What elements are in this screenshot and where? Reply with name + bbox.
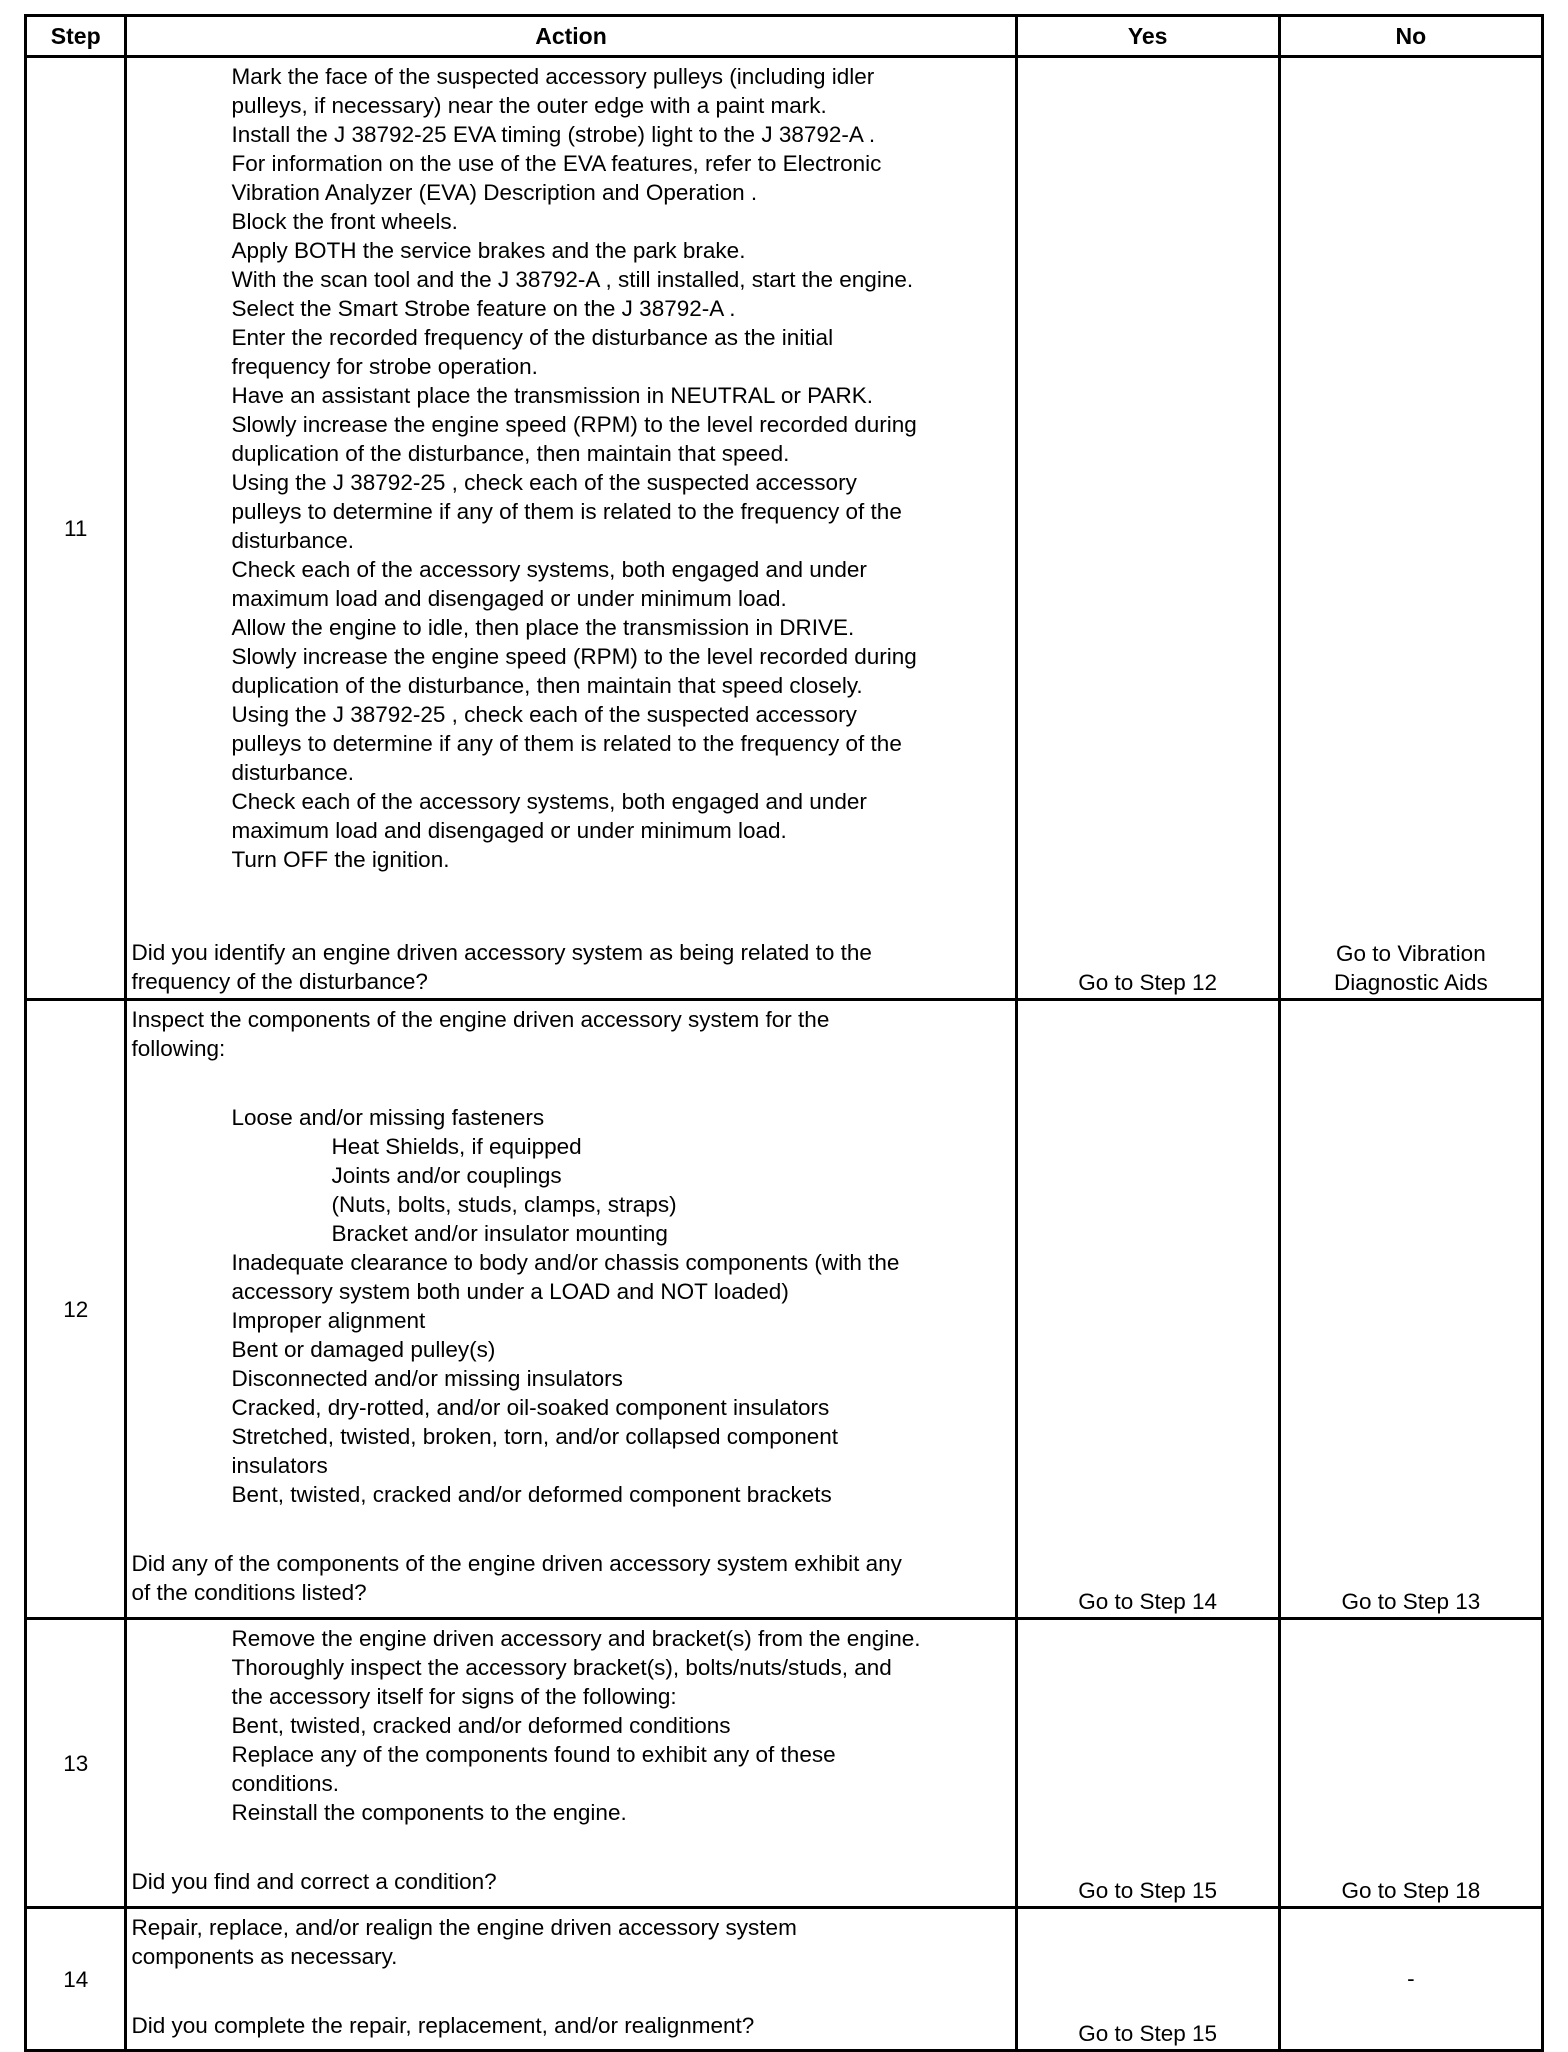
action-line: Using the J 38792-25 , check each of the suspected accessory <box>231 470 857 495</box>
check-item: Disconnected and/or missing insulators <box>231 1366 623 1391</box>
action-line: Check each of the accessory systems, both engaged and under <box>231 789 867 814</box>
no-link-line[interactable]: Go to Vibration <box>1336 941 1486 966</box>
action-line: Vibration Analyzer (EVA) Description and Operation . <box>231 180 758 205</box>
yes-cell <box>1016 1619 1279 1908</box>
check-item: Inadequate clearance to body and/or chassis components (with the <box>231 1250 900 1275</box>
header-action: Action <box>126 16 1016 57</box>
action-cell <box>126 1908 1016 2051</box>
action-line: Check each of the accessory systems, both engaged and under <box>231 557 867 582</box>
no-cell <box>1279 1908 1542 2051</box>
table-row-step-13 <box>26 1619 1543 1908</box>
check-item: accessory system both under a LOAD and NOT loaded) <box>231 1279 789 1304</box>
check-subitem: Bracket and/or insulator mounting <box>331 1221 668 1246</box>
check-item: Loose and/or missing fasteners <box>231 1105 545 1130</box>
action-line: Bent, twisted, cracked and/or deformed conditions <box>231 1713 731 1738</box>
table-row-step-14 <box>26 1908 1543 2051</box>
action-line: frequency for strobe operation. <box>231 354 538 379</box>
action-line: Using the J 38792-25 , check each of the suspected accessory <box>231 702 857 727</box>
action-line: disturbance. <box>231 528 355 553</box>
no-link[interactable]: Go to Step 18 <box>1341 1878 1481 1903</box>
action-line: pulleys, if necessary) near the outer edge with a paint mark. <box>231 93 827 118</box>
question-line: Did any of the components of the engine driven accessory system exhibit any <box>131 1551 902 1576</box>
action-line: Enter the recorded frequency of the disturbance as the initial <box>231 325 834 350</box>
check-item: Bent, twisted, cracked and/or deformed component brackets <box>231 1482 832 1507</box>
action-line: Select the Smart Strobe feature on the J 38792-A . <box>231 296 736 321</box>
action-cell <box>126 1000 1016 1619</box>
header-no: No <box>1279 16 1542 57</box>
intro-line: following: <box>131 1036 226 1061</box>
step-number: 14 <box>26 1908 126 2051</box>
question-line: Did you find and correct a condition? <box>131 1869 497 1894</box>
check-item: Improper alignment <box>231 1308 426 1333</box>
check-subitem: (Nuts, bolts, studs, clamps, straps) <box>331 1192 677 1217</box>
action-line: Block the front wheels. <box>231 209 458 234</box>
action-line: Replace any of the components found to exhibit any of these <box>231 1742 836 1767</box>
action-line: Mark the face of the suspected accessory pulleys (including idler <box>231 64 875 89</box>
action-line: duplication of the disturbance, then maintain that speed. <box>231 441 790 466</box>
action-line: pulleys to determine if any of them is related to the frequency of the <box>231 499 902 524</box>
action-line: Allow the engine to idle, then place the transmission in DRIVE. <box>231 615 855 640</box>
question-line: Did you complete the repair, replacement, and/or realignment? <box>131 2013 755 2038</box>
step-number: 12 <box>26 1000 126 1619</box>
no-dash: - <box>1407 1966 1415 1991</box>
action-line: Turn OFF the ignition. <box>231 847 450 872</box>
action-line: conditions. <box>231 1771 340 1796</box>
check-item: insulators <box>231 1453 328 1478</box>
check-item: Cracked, dry-rotted, and/or oil-soaked component insulators <box>231 1395 830 1420</box>
check-item: Bent or damaged pulley(s) <box>231 1337 496 1362</box>
step-number: 13 <box>26 1619 126 1908</box>
intro-line: components as necessary. <box>131 1944 398 1969</box>
check-subitem: Heat Shields, if equipped <box>331 1134 582 1159</box>
header-step: Step <box>26 16 126 57</box>
no-cell <box>1279 1619 1542 1908</box>
action-line: duplication of the disturbance, then maintain that speed closely. <box>231 673 863 698</box>
intro-line: Inspect the components of the engine driven accessory system for the <box>131 1007 830 1032</box>
action-line: pulleys to determine if any of them is related to the frequency of the <box>231 731 902 756</box>
question-line: frequency of the disturbance? <box>131 969 428 994</box>
action-line: For information on the use of the EVA features, refer to Electronic <box>231 151 882 176</box>
intro-line: Repair, replace, and/or realign the engine driven accessory system <box>131 1915 797 1940</box>
header-yes: Yes <box>1016 16 1279 57</box>
yes-link[interactable]: Go to Step 15 <box>1078 2021 1218 2046</box>
question-line: Did you identify an engine driven accessory system as being related to the <box>131 940 872 965</box>
action-line: maximum load and disengaged or under minimum load. <box>231 818 787 843</box>
yes-cell <box>1016 1000 1279 1619</box>
action-cell <box>126 57 1016 1000</box>
table-row-step-11 <box>26 57 1543 1000</box>
check-subitem: Joints and/or couplings <box>331 1163 562 1188</box>
action-line: disturbance. <box>231 760 355 785</box>
question-line: of the conditions listed? <box>131 1580 367 1605</box>
table-row-step-12 <box>26 1000 1543 1619</box>
action-line: With the scan tool and the J 38792-A , still installed, start the engine. <box>231 267 914 292</box>
action-line: Apply BOTH the service brakes and the park brake. <box>231 238 746 263</box>
yes-link[interactable]: Go to Step 14 <box>1078 1589 1218 1614</box>
no-cell <box>1279 1000 1542 1619</box>
yes-cell <box>1016 1908 1279 2051</box>
yes-cell <box>1016 57 1279 1000</box>
action-line: the accessory itself for signs of the following: <box>231 1684 677 1709</box>
action-line: maximum load and disengaged or under minimum load. <box>231 586 787 611</box>
action-line: Install the J 38792-25 EVA timing (strobe) light to the J 38792-A . <box>231 122 876 147</box>
header-row <box>26 16 1543 57</box>
action-line: Slowly increase the engine speed (RPM) to the level recorded during <box>231 412 917 437</box>
action-line: Thoroughly inspect the accessory bracket(s), bolts/nuts/studs, and <box>231 1655 892 1680</box>
diagnostic-table <box>24 14 1544 2052</box>
action-line: Remove the engine driven accessory and bracket(s) from the engine. <box>231 1626 921 1651</box>
action-cell <box>126 1619 1016 1908</box>
no-link-line[interactable]: Diagnostic Aids <box>1333 970 1488 995</box>
action-line: Slowly increase the engine speed (RPM) to the level recorded during <box>231 644 917 669</box>
step-number: 11 <box>26 57 126 1000</box>
yes-link[interactable]: Go to Step 15 <box>1078 1878 1218 1903</box>
no-link[interactable]: Go to Step 13 <box>1341 1589 1481 1614</box>
action-line: Have an assistant place the transmission in NEUTRAL or PARK. <box>231 383 873 408</box>
action-line: Reinstall the components to the engine. <box>231 1800 627 1825</box>
yes-link[interactable]: Go to Step 12 <box>1078 970 1218 995</box>
check-item: Stretched, twisted, broken, torn, and/or collapsed component <box>231 1424 839 1449</box>
no-cell <box>1279 57 1542 1000</box>
